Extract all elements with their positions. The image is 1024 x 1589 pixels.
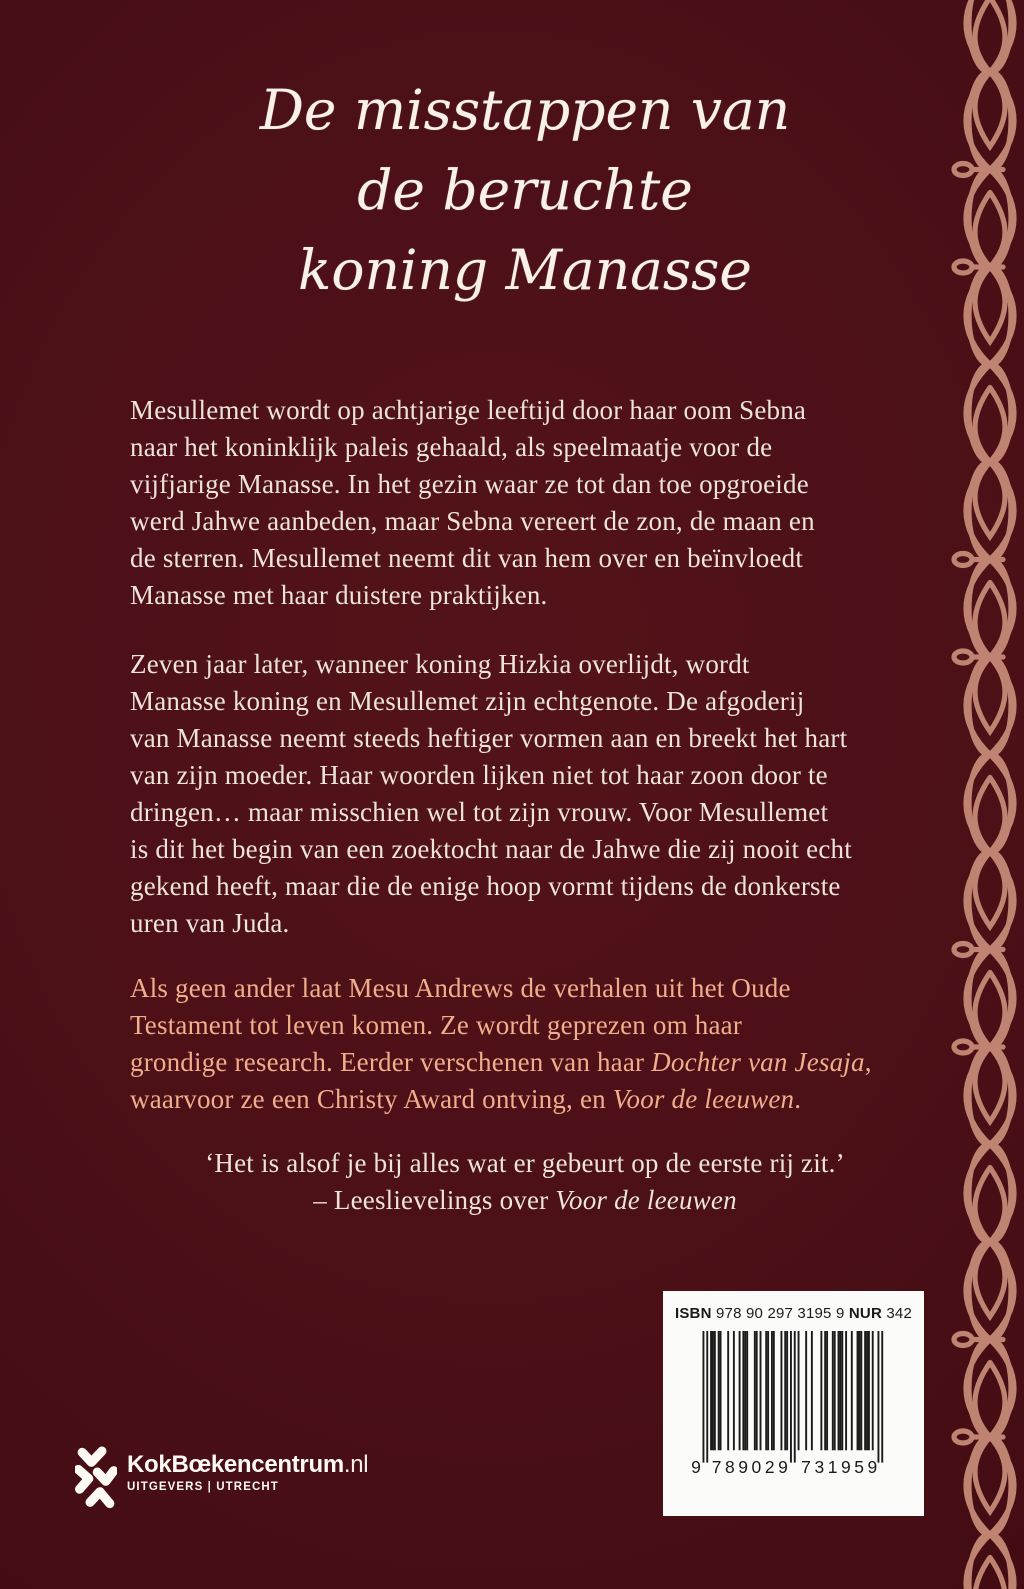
synopsis-paragraph-1 xyxy=(130,392,930,614)
text-line: Manasse met haar duistere praktijken. xyxy=(130,580,548,610)
text-line: Mesullemet wordt op achtjarige leeftijd door haar oom Sebna xyxy=(130,395,807,425)
text-line: Manasse koning en Mesullemet zijn echtgenote. De afgoderij xyxy=(130,686,805,716)
barcode-panel xyxy=(663,1291,924,1516)
barcode-group1: 789029 xyxy=(711,1456,788,1477)
text-line: naar het koninklijk paleis gehaald, als speelmaatje voor de xyxy=(130,432,773,462)
text-line: grondige research. Eerder verschenen van haar Dochter van Jesaja, xyxy=(130,1047,872,1077)
text-line: Zeven jaar later, wanneer koning Hizkia overlijdt, wordt xyxy=(130,649,750,679)
text-line: werd Jahwe aanbeden, maar Sebna vereert de zon, de maan en xyxy=(130,506,815,536)
text-line: is dit het begin van een zoektocht naar de Jahwe die zij nooit echt xyxy=(130,834,852,864)
nur-value: 342 xyxy=(882,1305,912,1322)
synopsis-paragraph-2 xyxy=(130,646,930,942)
nur-label: NUR xyxy=(848,1305,882,1322)
publisher-name: KokBœkencentrum xyxy=(127,1451,344,1478)
book-title-italic: Voor de leeuwen xyxy=(555,1185,737,1215)
text-line: uren van Juda. xyxy=(130,908,290,938)
publisher-logotype xyxy=(127,1453,368,1493)
isbn-value: 978 90 297 3195 9 xyxy=(711,1305,849,1322)
text-line: waarvoor ze een Christy Award ontving, en Voor de leeuwen. xyxy=(130,1084,802,1114)
quote-text: ‘Het is alsof je bij alles wat er gebeurt op de eerste rij zit.’ xyxy=(205,1148,845,1178)
isbn-line xyxy=(663,1305,924,1322)
text-line: de sterren. Mesullemet neemt dit van hem over en beïnvloedt xyxy=(130,543,804,573)
title-line: koning Manasse xyxy=(298,238,752,302)
asterisk-chevron-icon xyxy=(75,1444,117,1512)
isbn-label: ISBN xyxy=(674,1305,712,1322)
ean-barcode xyxy=(691,1331,897,1482)
text-line: gekend heeft, maar die de enige hoop vormt tijdens de donkerste xyxy=(130,871,841,901)
text-line: Als geen ander laat Mesu Andrews de verhalen uit het Oude xyxy=(130,973,791,1003)
text-line: Testament tot leven komen. Ze wordt geprezen om haar xyxy=(130,1010,743,1040)
barcode-group2: 731959 xyxy=(800,1456,877,1477)
book-title-italic: Voor de leeuwen xyxy=(612,1084,795,1114)
text-line: van zijn moeder. Haar woorden lijken niet tot haar zoon door te xyxy=(130,760,828,790)
quote-attribution: – Leeslievelings over Voor de leeuwen xyxy=(313,1185,737,1215)
title-line: de beruchte xyxy=(357,158,693,222)
text-line: vijfjarige Manasse. In het gezin waar ze tot dan toe opgroeide xyxy=(130,469,809,499)
book-title-italic: Dochter van Jesaja xyxy=(651,1047,865,1077)
review-quote xyxy=(130,1145,920,1219)
cover-title xyxy=(25,70,1024,310)
title-line: De misstappen van xyxy=(259,78,791,142)
publisher-tagline: UITGEVERS | UTRECHT xyxy=(127,1481,279,1493)
author-note-paragraph xyxy=(130,970,930,1118)
text-line: van Manasse neemt steeds heftiger vormen aan en breekt het hart xyxy=(130,723,848,753)
barcode-lead-digit: 9 xyxy=(690,1456,701,1477)
text-line: dringen… maar misschien wel tot zijn vrouw. Voor Mesullemet xyxy=(130,797,829,827)
publisher-name-suffix: .nl xyxy=(343,1451,369,1478)
